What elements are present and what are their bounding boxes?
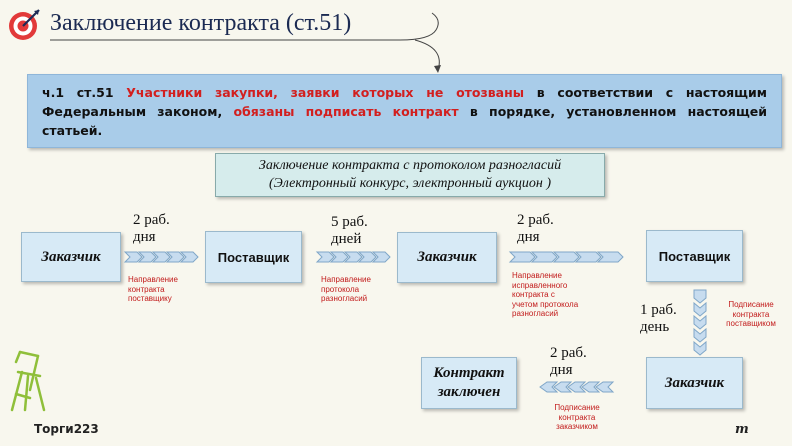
arrow-right-3 [510,252,623,262]
page-title: Заключение контракта (ст.51) [50,10,352,36]
arrow-down [694,290,706,355]
box-customer-2: Заказчик [397,232,497,283]
days-label-1: 2 раб. дня [133,212,170,245]
note-1: Направление контракта поставщику [128,275,178,303]
arrow-right-1 [125,252,198,262]
box-customer-3: Заказчик [646,357,743,409]
days-label-3: 2 раб. дня [517,212,554,245]
note-5: Подписание контракта заказчиком [554,403,600,431]
box-supplier-2: Поставщик [646,230,743,282]
box-customer-1: Заказчик [21,232,121,282]
note-2: Направление протокола разногласий [321,275,371,303]
brand-logo: Торги223 [34,422,99,436]
corner-mark: т [735,422,749,437]
note-3: Направление исправленного контракта с учетом протокола разногласий [512,271,579,318]
days-label-5: 2 раб. дня [550,345,587,378]
arrow-left [540,382,613,392]
note-4: Подписание контракта поставщиком [726,300,776,328]
chair-icon [12,352,44,410]
law-quote: ч.1 ст.51 Участники закупки, заявки которых не отозваны в соответствии с настоящим Федеральным законом, обязаны подписать контракт в порядке, установленном настоящей статьей. [27,74,782,148]
days-label-2: 5 раб. дней [331,214,368,247]
box-contract-concluded: Контракт заключен [421,357,517,409]
arrow-right-2 [317,252,390,262]
scheme-heading: Заключение контракта с протоколом разногласий (Электронный конкурс, электронный аукцион ) [215,153,605,197]
box-supplier-1: Поставщик [205,231,302,283]
days-label-4: 1 раб. день [640,302,677,335]
